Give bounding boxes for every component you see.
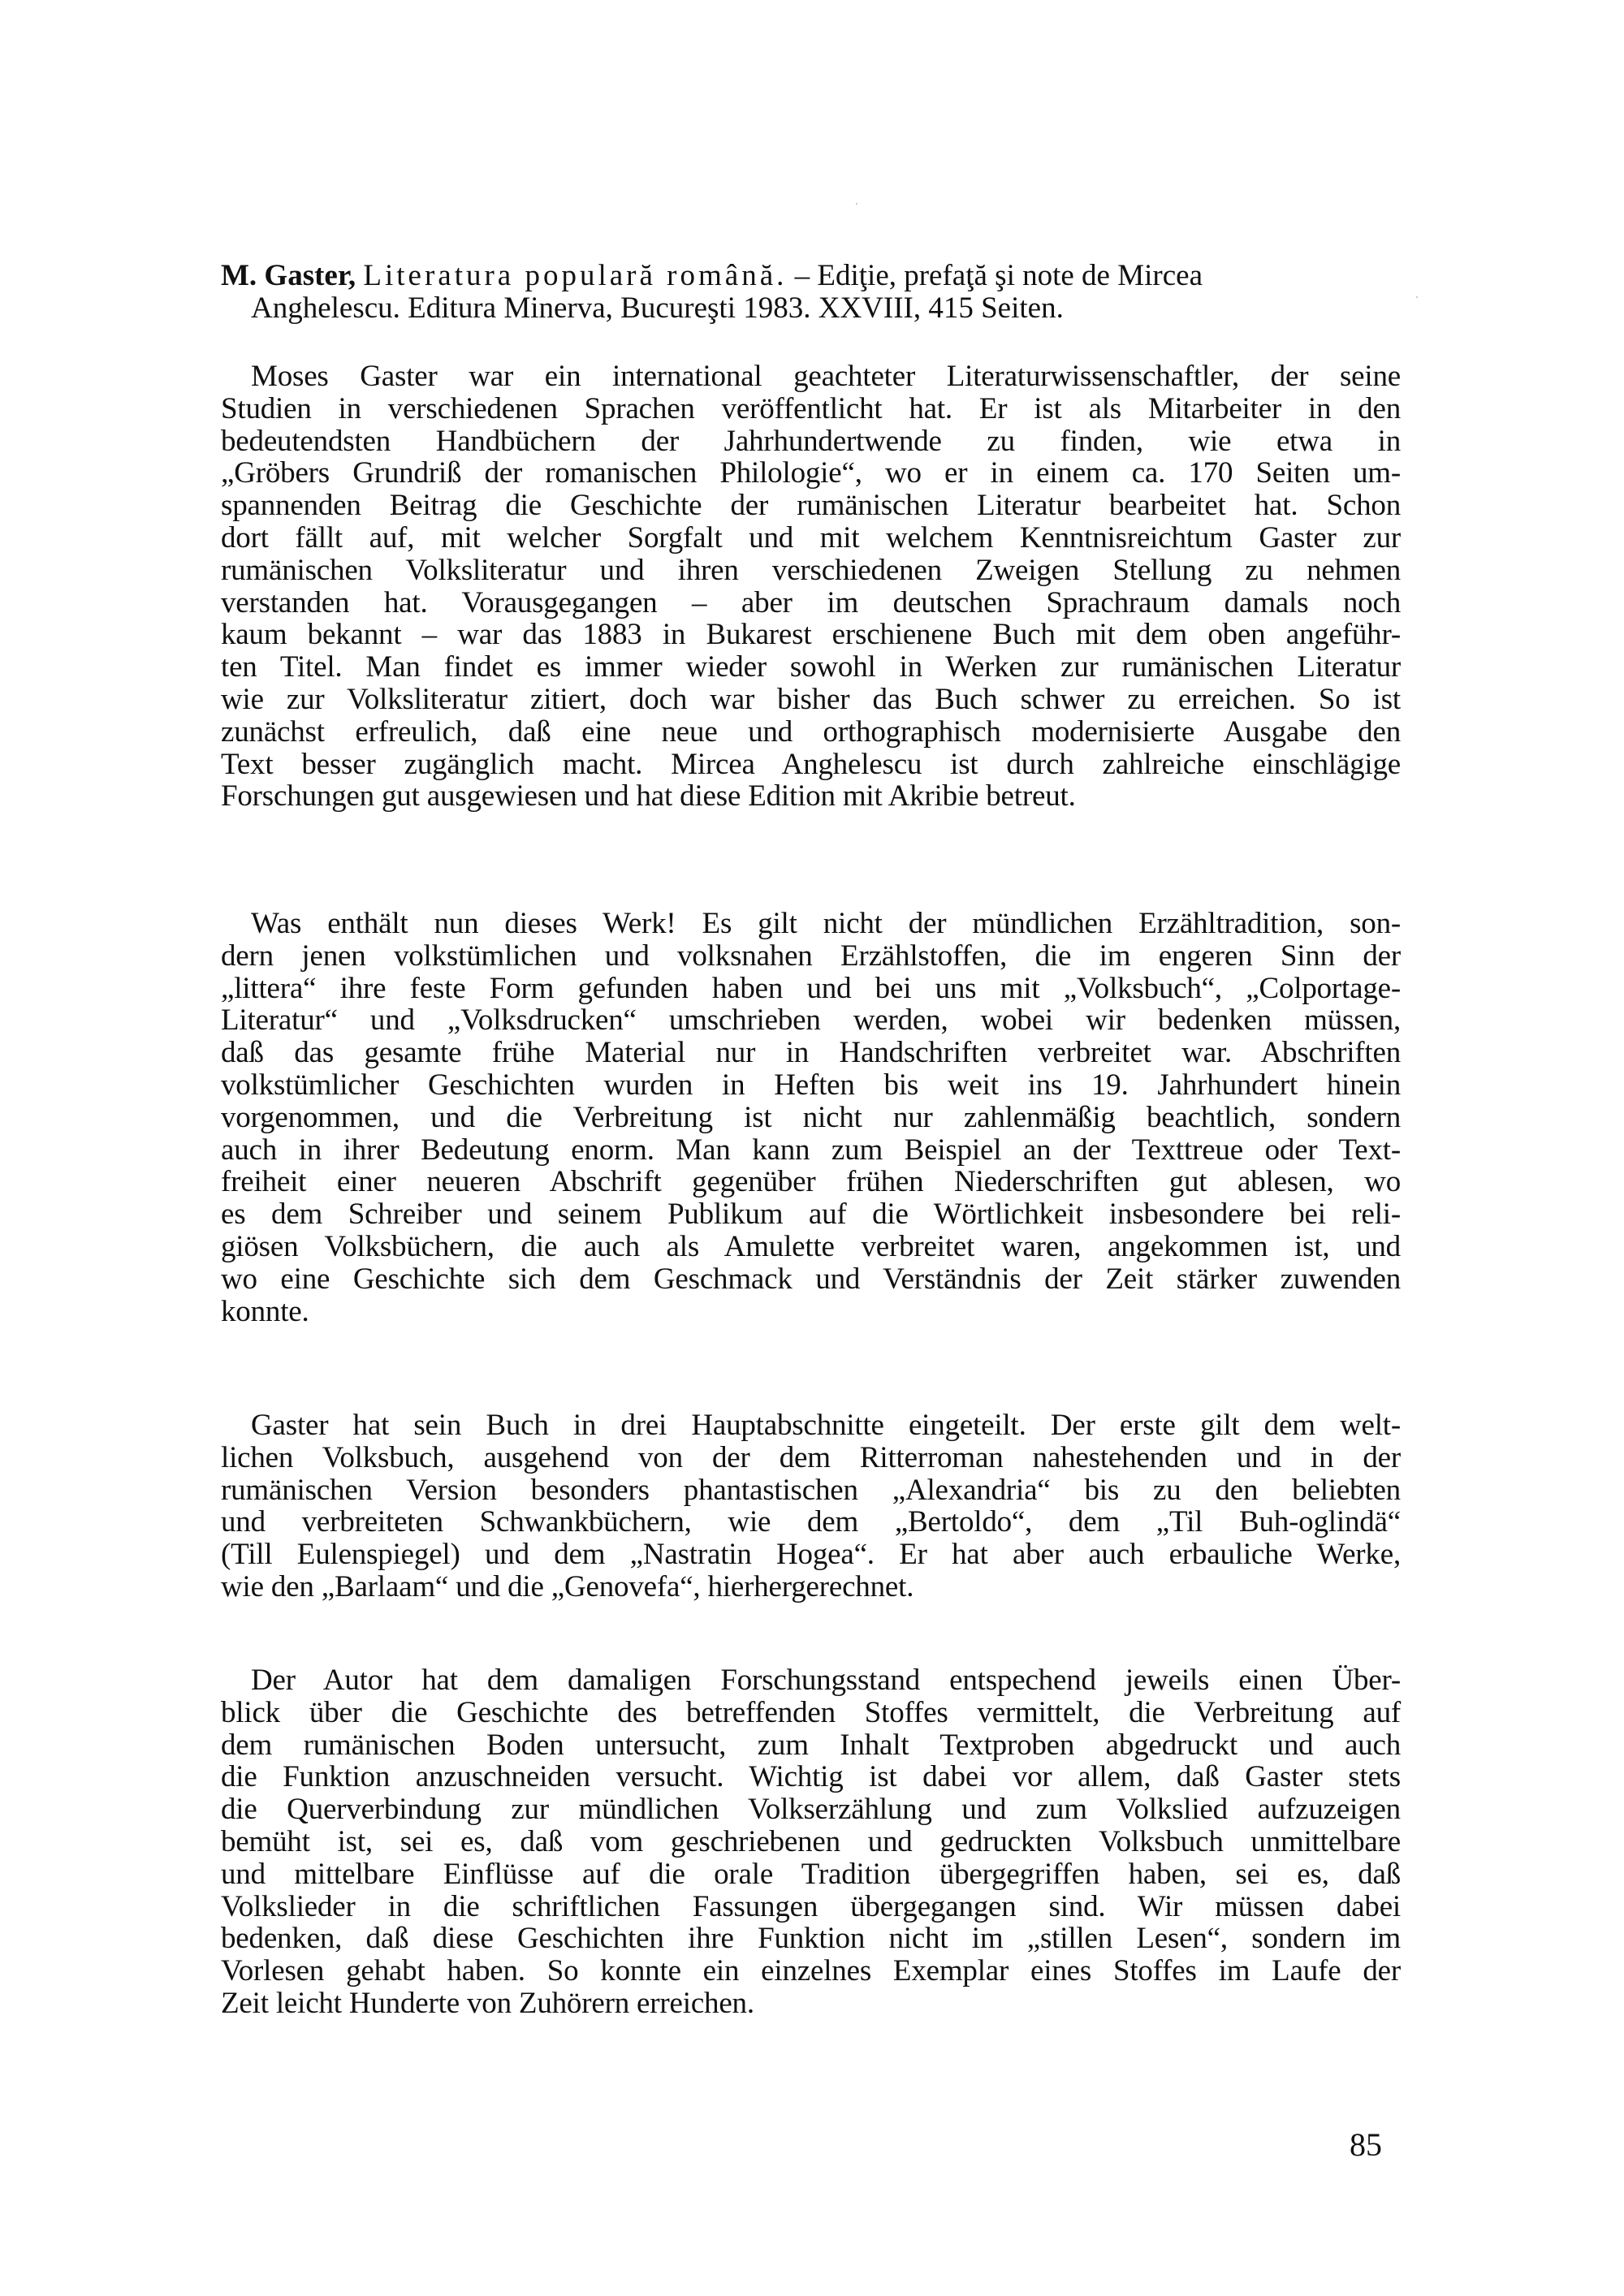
text-line: Vorlesen gehabt haben. So konnte ein einzelnes Exemplar eines Stoffes im Laufe der xyxy=(221,1954,1401,1988)
text-line: giösen Volksbüchern, die auch als Amulette verbreitet waren, angekommen ist, und xyxy=(221,1229,1401,1263)
text-line: bedenken, daß diese Geschichten ihre Funktion nicht im „stillen Lesen“, sondern im xyxy=(221,1922,1401,1956)
text-line: auch in ihrer Bedeutung enorm. Man kann zum Beispiel an der Texttreue oder Text- xyxy=(221,1133,1401,1167)
text-line: wo eine Geschichte sich dem Geschmack und Verständnis der Zeit stärker zuwenden xyxy=(221,1262,1401,1296)
text-line: Literatur“ und „Volksdrucken“ umschrieben werden, wobei wir bedenken müssen, xyxy=(221,1003,1401,1038)
paragraph-1 xyxy=(221,360,1401,813)
text-line: die Funktion anzuschneiden versucht. Wichtig ist dabei vor allem, daß Gaster stets xyxy=(221,1760,1401,1794)
text-line: „littera“ ihre feste Form gefunden haben und bei uns mit „Volksbuch“, „Colportage- xyxy=(221,971,1401,1005)
text-line: und verbreiteten Schwankbüchern, wie dem „Bertoldo“, dem „Til Buh-oglindä“ xyxy=(221,1505,1401,1539)
text-line: bedeutendsten Handbüchern der Jahrhundertwende zu finden, wie etwa in xyxy=(221,424,1401,458)
citation-header xyxy=(221,260,1401,325)
text-line: vorgenommen, und die Verbreitung ist nicht nur zahlenmäßig beachtlich, sondern xyxy=(221,1100,1401,1134)
text-line: daß das gesamte frühe Material nur in Handschriften verbreitet war. Abschriften xyxy=(221,1036,1401,1070)
text-line: freiheit einer neueren Abschrift gegenüber frühen Niederschriften gut ablesen, wo xyxy=(221,1165,1401,1199)
text-line: verstanden hat. Vorausgegangen – aber im deutschen Sprachraum damals noch xyxy=(221,585,1401,619)
text-line: dern jenen volkstümlichen und volksnahen Erzählstoffen, die im engeren Sinn der xyxy=(221,939,1401,973)
text-line: kaum bekannt – war das 1883 in Bukarest erschienene Buch mit dem oben angeführ- xyxy=(221,618,1401,652)
text-line: Forschungen gut ausgewiesen und hat diese Edition mit Akribie betreut. xyxy=(221,779,1076,814)
text-line: Volkslieder in die schriftlichen Fassungen übergegangen sind. Wir müssen dabei xyxy=(221,1889,1401,1923)
text-line: die Querverbindung zur mündlichen Volkserzählung und zum Volkslied aufzuzeigen xyxy=(221,1793,1401,1827)
text-line: ten Titel. Man findet es immer wieder sowohl in Werken zur rumänischen Literatur xyxy=(221,650,1401,684)
citation-line-1 xyxy=(221,260,1401,292)
text-line: dort fällt auf, mit welcher Sorgfalt und mit welchem Kenntnisreichtum Gaster zur xyxy=(221,520,1401,555)
text-line: „Gröbers Grundriß der romanischen Philologie“, wo er in einem ca. 170 Seiten um- xyxy=(221,456,1401,490)
text-line: Studien in verschiedenen Sprachen veröffentlicht hat. Er ist als Mitarbeiter in den xyxy=(221,391,1401,425)
paragraph-4 xyxy=(221,1664,1401,2020)
text-line: (Till Eulenspiegel) und dem „Nastratin Hogea“. Er hat aber auch erbauliche Werke, xyxy=(221,1538,1401,1572)
text-line: konnte. xyxy=(221,1294,309,1328)
text-line: Was enthält nun dieses Werk! Es gilt nicht der mündlichen Erzähltradition, son- xyxy=(251,907,1401,940)
text-line: wie zur Volksliteratur zitiert, doch war bisher das Buch schwer zu erreichen. So ist xyxy=(221,682,1401,716)
text-line: wie den „Barlaam“ und die „Genovefa“, hierhergerechnet. xyxy=(221,1569,914,1603)
text-line: rumänischen Volksliteratur und ihren verschiedenen Zweigen Stellung zu nehmen xyxy=(221,553,1401,587)
text-line: rumänischen Version besonders phantastischen „Alexandria“ bis zu den beliebten xyxy=(221,1473,1401,1507)
scan-speck xyxy=(856,203,857,205)
text-line: blick über die Geschichte des betreffenden Stoffes vermittelt, die Verbreitung auf xyxy=(221,1695,1401,1729)
text-line: lichen Volksbuch, ausgehend von der dem Ritterroman nahestehenden und in der xyxy=(221,1440,1401,1474)
text-line: Text besser zugänglich macht. Mircea Anghelescu ist durch zahlreiche einschlägige xyxy=(221,747,1401,781)
text-line: Moses Gaster war ein international geachteter Literaturwissenschaftler, der seine xyxy=(251,360,1401,393)
paragraph-3 xyxy=(221,1409,1401,1603)
paragraph-2 xyxy=(221,908,1401,1327)
text-line: Gaster hat sein Buch in drei Hauptabschnitte eingeteilt. Der erste gilt dem welt- xyxy=(251,1409,1401,1442)
text-line: zunächst erfreulich, daß eine neue und orthographisch modernisierte Ausgabe den xyxy=(221,714,1401,749)
page-number: 85 xyxy=(1350,2126,1382,2163)
text-line: Der Autor hat dem damaligen Forschungsstand entspechend jeweils einen Über- xyxy=(251,1664,1401,1697)
citation-title: Literatura populară română. xyxy=(363,259,788,292)
citation-line-2: Anghelescu. Editura Minerva, Bucureşti 1983. XXVIII, 415 Seiten. xyxy=(251,291,1064,325)
text-line: und mittelbare Einflüsse auf die orale Tradition übergegriffen haben, sei es, daß xyxy=(221,1857,1401,1891)
text-line: bemüht ist, sei es, daß vom geschriebenen und gedruckten Volksbuch unmittelbare xyxy=(221,1824,1401,1858)
text-line: volkstümlicher Geschichten wurden in Heften bis weit ins 19. Jahrhundert hinein xyxy=(221,1068,1401,1102)
text-line: es dem Schreiber und seinem Publikum auf die Wörtlichkeit insbesondere bei reli- xyxy=(221,1198,1401,1232)
scan-speck xyxy=(1416,296,1418,298)
text-line: spannenden Beitrag die Geschichte der rumänischen Literatur bearbeitet hat. Schon xyxy=(221,489,1401,523)
citation-details: – Ediţie, prefaţă şi note de Mircea xyxy=(794,259,1203,292)
text-line: Zeit leicht Hunderte von Zuhörern erreichen. xyxy=(221,1986,754,2020)
citation-author: M. Gaster, xyxy=(221,259,356,292)
text-line: dem rumänischen Boden untersucht, zum Inhalt Textproben abgedruckt und auch xyxy=(221,1728,1401,1762)
